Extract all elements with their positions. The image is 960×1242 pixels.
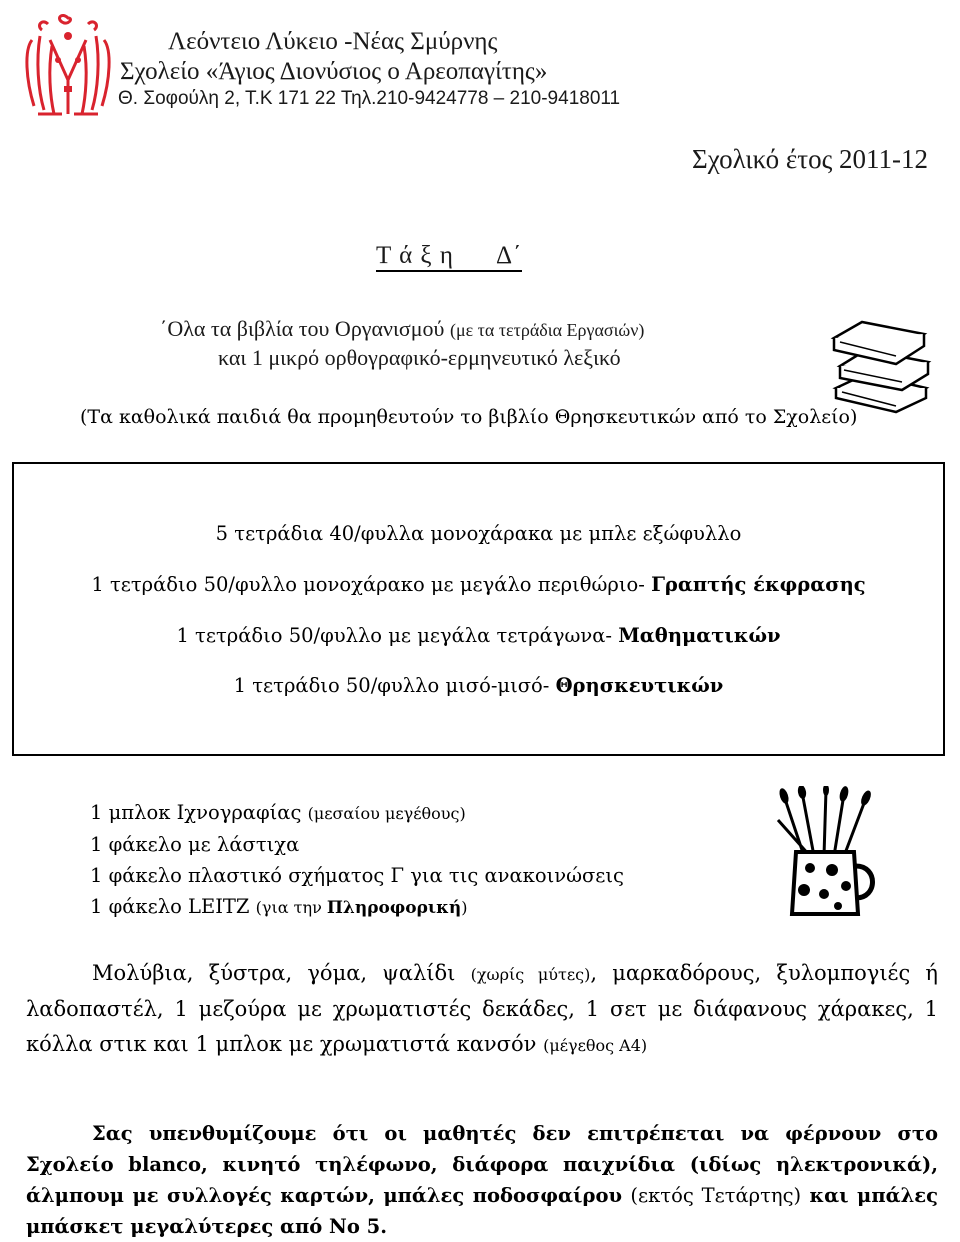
warning-paragraph — [26, 1118, 938, 1242]
list-item-note-end: ) — [461, 898, 468, 917]
notebook-item — [14, 674, 943, 697]
list-item-text: 1 μπλοκ Ιχνογραφίας — [90, 801, 308, 824]
stationery-note: (χωρίς μύτες) — [470, 965, 591, 984]
books-line-2: και 1 μικρό ορθογραφικό-ερμηνευτικό λεξικό — [218, 345, 621, 370]
books-note: (Τα καθολικά παιδιά θα προμηθευτούν το βιβλίο Θρησκευτικών από το Σχολείο) — [80, 406, 858, 428]
notebooks-box — [12, 462, 945, 756]
warning-text: Σας υπενθυμίζουμε ότι οι μαθητές δεν επιτρέπεται να φέρνουν στο Σχολείο blanco, κινητό τηλέφωνο, διάφορα παιχνίδια (ιδίως ηλεκτρονικά), άλμπουμ με συλλογές καρτών, μπάλες ποδοσφαίρου — [26, 1122, 938, 1207]
notebook-item-text: 1 τετράδιο 50/φυλλο μισό-μισό- — [233, 674, 556, 697]
school-name: Λεόντειο Λύκειο -Νέας Σμύρνης — [168, 28, 498, 55]
warning-exception: (εκτός Τετάρτης) — [630, 1184, 802, 1207]
school-year: Σχολικό έτος 2011-12 — [691, 144, 928, 174]
books-line-1-text: ΄Ολα τα βιβλία του Οργανισμού — [160, 316, 450, 341]
list-item: 1 φάκελο με λάστιχα — [90, 833, 300, 856]
books-stack-icon — [826, 318, 936, 414]
notebook-item-subject: Μαθηματικών — [618, 624, 781, 647]
books-line-1-small: (με τα τετράδια Εργασιών) — [449, 320, 645, 340]
list-item-note: (για την — [255, 898, 327, 917]
class-title-text: Τ ά ξ η Δ΄ — [376, 242, 522, 272]
notebook-item-text: 1 τετράδιο 50/φυλλο μονοχάρακο με μεγάλο περιθώριο- — [91, 573, 652, 596]
notebook-item-text: 1 τετράδιο 50/φυλλο με μεγάλα τετράγωνα- — [176, 624, 619, 647]
school-logo-icon — [18, 10, 118, 120]
supplies-list — [90, 797, 624, 924]
stationery-text-rest: , μαρκαδόρους, ξυλομπογιές ή λαδοπαστέλ, 1 μεζούρα με χρωματιστές δεκάδες, 1 σετ με διάφανους χάρακες, 1 κόλλα στικ και 1 μπλοκ με χρωματιστά κανσόν — [26, 961, 939, 1056]
stationery-text: Μολύβια, ξύστρα, γόμα, ψαλίδι — [92, 961, 471, 985]
list-item-subject: Πληροφορική — [326, 898, 462, 918]
books-line-1 — [160, 316, 644, 342]
notebook-item — [14, 624, 943, 647]
class-title — [376, 242, 522, 270]
school-subtitle: Σχολείο «Άγιος Διονύσιος ο Αρεοπαγίτης» — [120, 58, 548, 85]
stationery-size-note: (μέγεθος Α4) — [543, 1036, 648, 1055]
list-item — [90, 891, 624, 924]
list-item-text: 1 φάκελο LEITZ — [90, 895, 256, 918]
notebook-item-subject: Γραπτής έκφρασης — [651, 573, 866, 596]
list-item: 1 φάκελο πλαστικό σχήματος Γ για τις ανακοινώσεις — [90, 864, 624, 887]
warning-text-end: και μπάλες μπάσκετ μεγαλύτερες από Νο 5. — [26, 1184, 938, 1238]
stationery-paragraph — [26, 956, 938, 1063]
list-item-note: (μεσαίου μεγέθους) — [307, 804, 466, 823]
notebook-item — [14, 573, 943, 596]
school-address: Θ. Σοφούλη 2, Τ.Κ 171 22 Τηλ.210-9424778 – 210-9418011 — [118, 88, 621, 109]
notebook-item: 5 τετράδια 40/φυλλα μονοχάρακα με μπλε εξώφυλλο — [215, 522, 742, 545]
brush-cup-icon — [774, 786, 884, 920]
list-item — [90, 797, 624, 829]
notebook-item-subject: Θρησκευτικών — [555, 674, 724, 697]
